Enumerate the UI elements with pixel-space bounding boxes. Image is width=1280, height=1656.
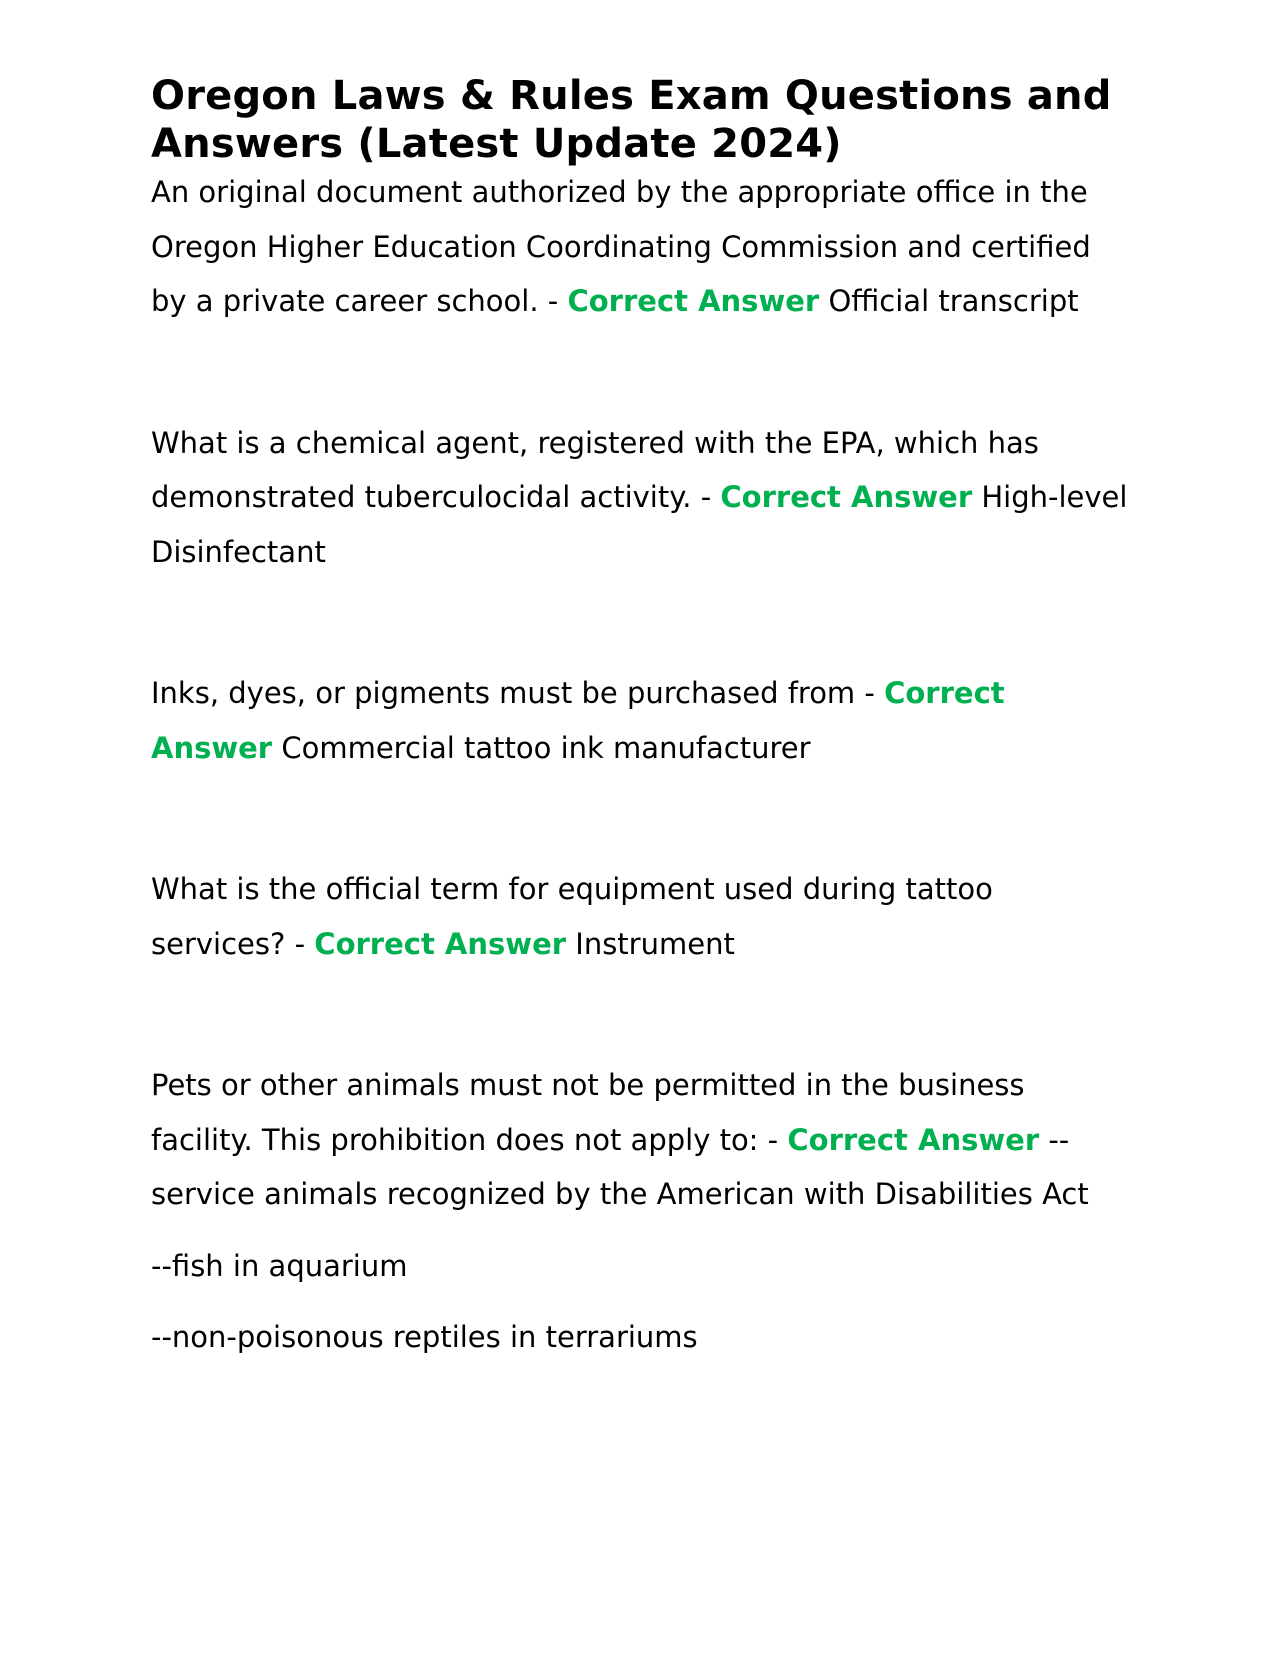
question-text: An original document authorized by the appropriate office in the Oregon Higher Education Coordinating Commission and certified by a private career school. (151, 175, 1091, 318)
answer-text: --service animals recognized by the American with Disabilities Act (151, 1122, 1089, 1211)
qa-item-1 (151, 165, 1131, 329)
correct-answer-label: Correct Answer (787, 1122, 1040, 1157)
question-text: Inks, dyes, or pigments must be purchased from (151, 676, 856, 710)
document-page (151, 72, 1131, 1365)
question-text: What is a chemical agent, registered with the EPA, which has demonstrated tuberculocidal activity. (151, 425, 1039, 514)
correct-answer-label: Correct Answer (314, 926, 567, 961)
separator: - (758, 1122, 788, 1157)
answer-extra-line: --fish in aquarium (151, 1248, 408, 1283)
answer-extra-line: --non-poisonous reptiles in terrariums (151, 1320, 698, 1354)
qa-item-4 (151, 862, 1131, 971)
answer-text: Instrument (575, 926, 735, 961)
separator: - (855, 676, 885, 710)
answer-text: Commercial tattoo ink manufacturer (281, 730, 811, 765)
correct-answer-label: Correct Answer (567, 284, 820, 318)
qa-item-3 (151, 666, 1131, 775)
answer-text: High-level Disinfectant (151, 480, 1128, 569)
answer-text: Official transcript (828, 284, 1079, 318)
correct-answer-label: Correct Answer (151, 676, 1005, 765)
separator: - (538, 284, 568, 318)
question-text: Pets or other animals must not be permitted in the business facility. This prohibition does not apply to: (151, 1068, 1025, 1157)
question-text: What is the official term for equipment used during tattoo services? (151, 872, 993, 961)
correct-answer-label: Correct Answer (720, 480, 973, 514)
separator: - (691, 480, 721, 514)
separator: - (285, 926, 315, 961)
document-title: Oregon Laws & Rules Exam Questions and Answers (Latest Update 2024) (151, 73, 1112, 167)
qa-item-2 (151, 416, 1131, 580)
qa-item-5 (151, 1058, 1131, 1222)
